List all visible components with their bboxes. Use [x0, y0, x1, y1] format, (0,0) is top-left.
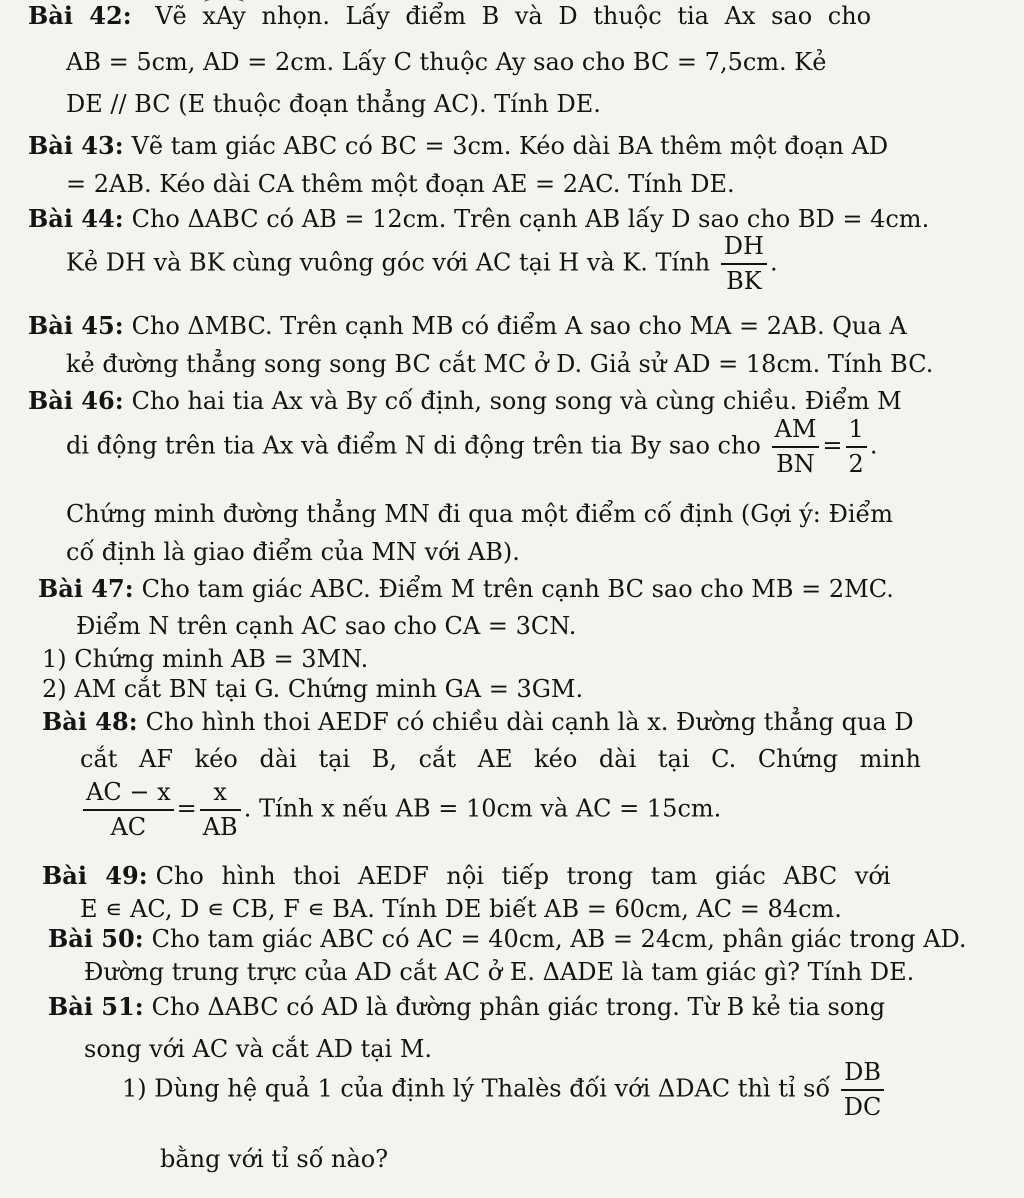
problem-51-line-1: Bài 51: Cho ΔABC có AD là đường phân giác trong. Từ B kẻ tia song	[48, 992, 886, 1021]
problem-label: Bài 47:	[38, 574, 134, 603]
problem-label: Bài 49:	[42, 861, 148, 890]
problem-51-line-3: 1) Dùng hệ quả 1 của định lý Thalès đối với ΔDAC thì tỉ số $\frac{DB}{DC}$	[122, 1058, 887, 1122]
problem-45-line-2: kẻ đường thẳng song song BC cắt MC ở D. Giả sử AD = 18cm. Tính BC.	[66, 350, 934, 378]
problem-43-line-1: Bài 43: Vẽ tam giác ABC có BC = 3cm. Kéo dài BA thêm một đoạn AD	[28, 131, 889, 160]
fraction-one-half: $\frac{1}{2}$	[846, 415, 867, 479]
problem-49-line-1: Bài 49: Cho hình thoi AEDF nội tiếp trong tam giác ABC với	[42, 861, 891, 890]
problem-43-line-2: = 2AB. Kéo dài CA thêm một đoạn AE = 2AC. Tính DE.	[66, 170, 735, 198]
problem-48-line-1: Bài 48: Cho hình thoi AEDF có chiều dài cạnh là x. Đường thẳng qua D	[42, 707, 914, 736]
problem-42-line-1: Bài 42: Vẽ xAy nhọn. Lấy điểm B và D thuộc tia Ax sao cho	[28, 1, 872, 30]
fraction-ac-minus-x-over-ac: $\frac{AC - x}{AC}$	[83, 778, 174, 842]
problem-label: Bài 43:	[28, 131, 124, 160]
fraction-am-bn: $\frac{AM}{BN}$	[772, 415, 820, 479]
problem-42-line-3: DE // BC (E thuộc đoạn thẳng AC). Tính DE.	[66, 90, 601, 118]
problem-48-line-2: cắt AF kéo dài tại B, cắt AE kéo dài tại C. Chứng minh	[80, 745, 921, 773]
problem-label: Bài 44:	[28, 204, 124, 233]
angle-xay: xAy	[202, 2, 246, 30]
problem-label: Bài 51:	[48, 992, 144, 1021]
problem-47-line-4: 2) AM cắt BN tại G. Chứng minh GA = 3GM.	[42, 675, 584, 703]
problem-42-line-2: AB = 5cm, AD = 2cm. Lấy C thuộc Ay sao cho BC = 7,5cm. Kẻ	[66, 48, 827, 76]
fraction-dh-bk: $\frac{DH}{BK}$	[721, 232, 767, 296]
problem-47-line-2: Điểm N trên cạnh AC sao cho CA = 3CN.	[76, 612, 577, 640]
problem-51-line-2: song với AC và cắt AD tại M.	[84, 1035, 433, 1063]
problem-47-line-3: 1) Chứng minh AB = 3MN.	[42, 645, 369, 673]
problem-50-line-1: Bài 50: Cho tam giác ABC có AC = 40cm, AB = 24cm, phân giác trong AD.	[48, 924, 967, 953]
problem-label: Bài 50:	[48, 924, 144, 953]
fraction-x-over-ab: $\frac{x}{AB}$	[200, 778, 241, 842]
problem-44-line-1: Bài 44: Cho ΔABC có AB = 12cm. Trên cạnh AB lấy D sao cho BD = 4cm.	[28, 204, 930, 233]
problem-47-line-1: Bài 47: Cho tam giác ABC. Điểm M trên cạnh BC sao cho MB = 2MC.	[38, 574, 894, 603]
problem-46-line-1: Bài 46: Cho hai tia Ax và By cố định, song song và cùng chiều. Điểm M	[28, 386, 902, 415]
problem-label: Bài 42:	[28, 1, 132, 30]
problem-label: Bài 48:	[42, 707, 138, 736]
fraction-db-dc: $\frac{DB}{DC}$	[841, 1058, 885, 1122]
problem-46-line-3: Chứng minh đường thẳng MN đi qua một điểm cố định (Gợi ý: Điểm	[66, 500, 894, 528]
problem-48-line-3: $\frac{AC - x}{AC}$ = $\frac{x}{AB}$ . Tính x nếu AB = 10cm và AC = 15cm.	[80, 778, 721, 842]
problem-49-line-2: E ∊ AC, D ∊ CB, F ∊ BA. Tính DE biết AB = 60cm, AC = 84cm.	[80, 895, 842, 923]
problem-50-line-2: Đường trung trực của AD cắt AC ở E. ΔADE là tam giác gì? Tính DE.	[84, 958, 915, 986]
problem-44-line-2: Kẻ DH và BK cùng vuông góc với AC tại H và K. Tính $\frac{DH}{BK}$ .	[66, 232, 778, 295]
problem-51-line-4: bằng với tỉ số nào?	[160, 1145, 389, 1173]
problem-45-line-1: Bài 45: Cho ΔMBC. Trên cạnh MB có điểm A sao cho MA = 2AB. Qua A	[28, 311, 907, 340]
problem-46-line-2: di động trên tia Ax và điểm N di động trên tia By sao cho $\frac{AM}{BN}$ = $\frac{1}{2}$ .	[66, 415, 878, 478]
problem-label: Bài 45:	[28, 311, 124, 340]
problem-label: Bài 46:	[28, 386, 124, 415]
problem-46-line-4: cố định là giao điểm của MN với AB).	[66, 538, 520, 566]
